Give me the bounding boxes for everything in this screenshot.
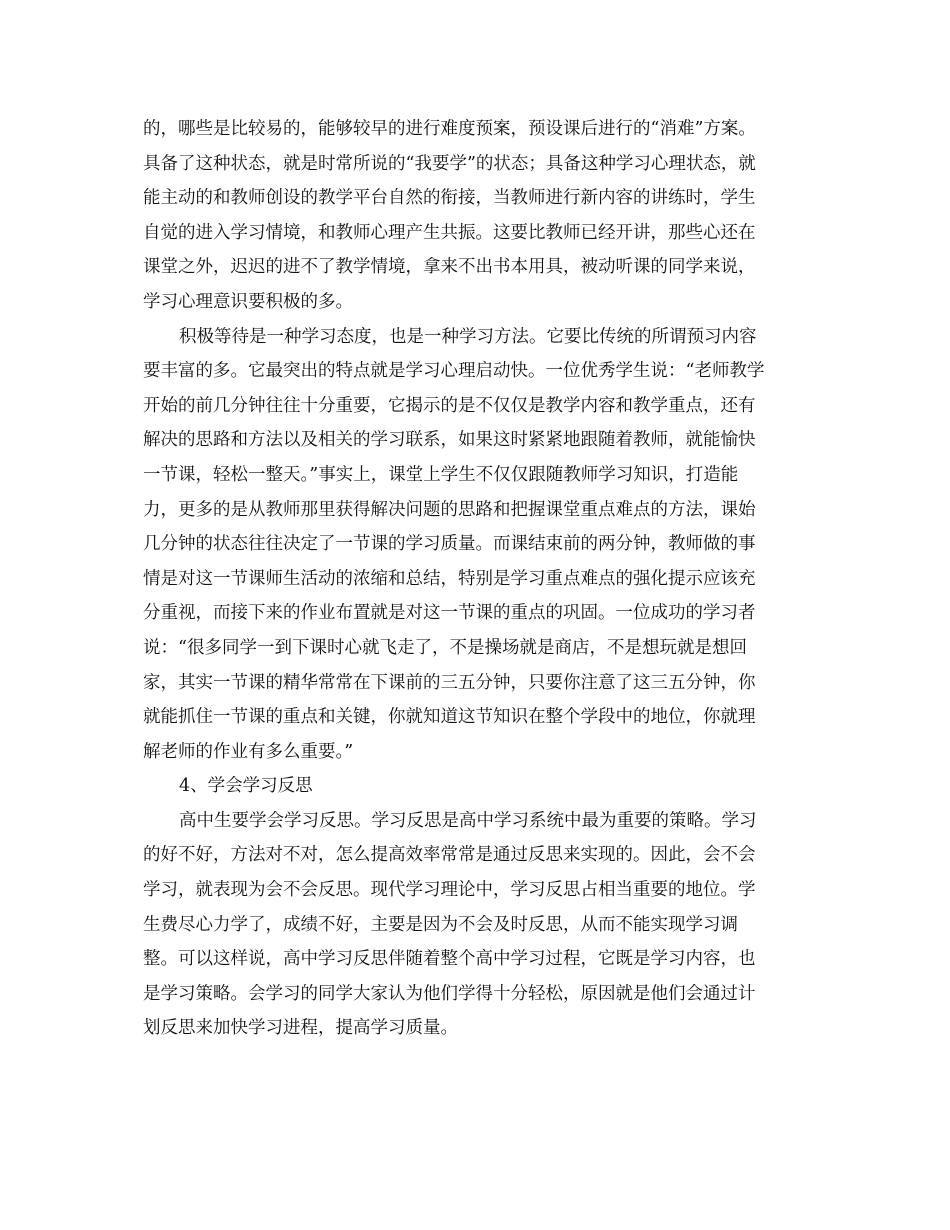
document-page (143, 112, 805, 1046)
text-line: 家，其实一节课的精华常常在下课前的三五分钟，只要你注意了这三五分钟，你 (143, 672, 756, 693)
text-line: 的好不好，方法对不对，怎么提高效率常常是通过反思来实现的。因此，会不会 (143, 845, 756, 866)
text-line: 情是对这一节课师生活动的浓缩和总结，特别是学习重点难点的强化提示应该充 (143, 568, 756, 589)
text-line: 学习，就表现为会不会反思。现代学习理论中，学习反思占相当重要的地位。学 (143, 880, 756, 901)
text-line: 要丰富的多。它最突出的特点就是学习心理启动快。一位优秀学生说：“老师教学 (143, 361, 765, 382)
text-line: 学习心理意识要积极的多。 (143, 291, 353, 312)
text-line: 力，更多的是从教师那里获得解决问题的思路和把握课堂重点难点的方法，课始 (143, 499, 756, 520)
text-line: 说：“很多同学一到下课时心就飞走了，不是操场就是商店，不是想玩就是想回 (143, 637, 747, 658)
text-line: 生费尽心力学了，成绩不好，主要是因为不会及时反思，从而不能实现学习调 (143, 914, 738, 935)
text-line: 能主动的和教师创设的教学平台自然的衔接，当教师进行新内容的讲练时，学生 (143, 188, 756, 209)
text-line: 是学习策略。会学习的同学大家认为他们学得十分轻松，原因就是他们会通过计 (143, 983, 756, 1004)
text-line: 的，哪些是比较易的，能够较早的进行难度预案，预设课后进行的“消难”方案。 (143, 119, 756, 139)
text-line: 整。可以这样说，高中学习反思伴随着整个高中学习过程，它既是学习内容，也 (143, 949, 756, 970)
text-line: 具备了这种状态，就是时常所说的“我要学”的状态；具备这种学习心理状态，就 (143, 153, 756, 174)
text-line: 几分钟的状态往往决定了一节课的学习质量。而课结束前的两分钟，教师做的事 (143, 534, 756, 555)
text-line: 就能抓住一节课的重点和关键，你就知道这节知识在整个学段中的地位，你就理 (143, 707, 756, 728)
text-line: 解老师的作业有多么重要。” (143, 741, 354, 762)
text-line: 分重视，而接下来的作业布置就是对这一节课的重点的巩固。一位成功的学习者 (143, 603, 756, 624)
text-line: 课堂之外，迟迟的进不了教学情境，拿来不出书本用具，被动听课的同学来说， (143, 257, 756, 278)
text-line: 自觉的进入学习情境，和教师心理产生共振。这要比教师已经开讲，那些心还在 (143, 222, 756, 243)
paragraph-start-line: 积极等待是一种学习态度，也是一种学习方法。它要比传统的所谓预习内容 (179, 326, 757, 347)
section-heading: 4、学会学习反思 (179, 776, 313, 797)
text-line: 一节课，轻松一整天。”事实上，课堂上学生不仅仅跟随教师学习知识，打造能 (143, 464, 739, 485)
text-line: 划反思来加快学习进程，提高学习质量。 (143, 1018, 458, 1039)
text-line: 解决的思路和方法以及相关的学习联系，如果这时紧紧地跟随着教师，就能愉快 (143, 430, 756, 451)
text-line: 开始的前几分钟往往十分重要，它揭示的是不仅仅是教学内容和教学重点，还有 (143, 395, 756, 416)
paragraph-start-line: 高中生要学会学习反思。学习反思是高中学习系统中最为重要的策略。学习 (179, 810, 757, 831)
